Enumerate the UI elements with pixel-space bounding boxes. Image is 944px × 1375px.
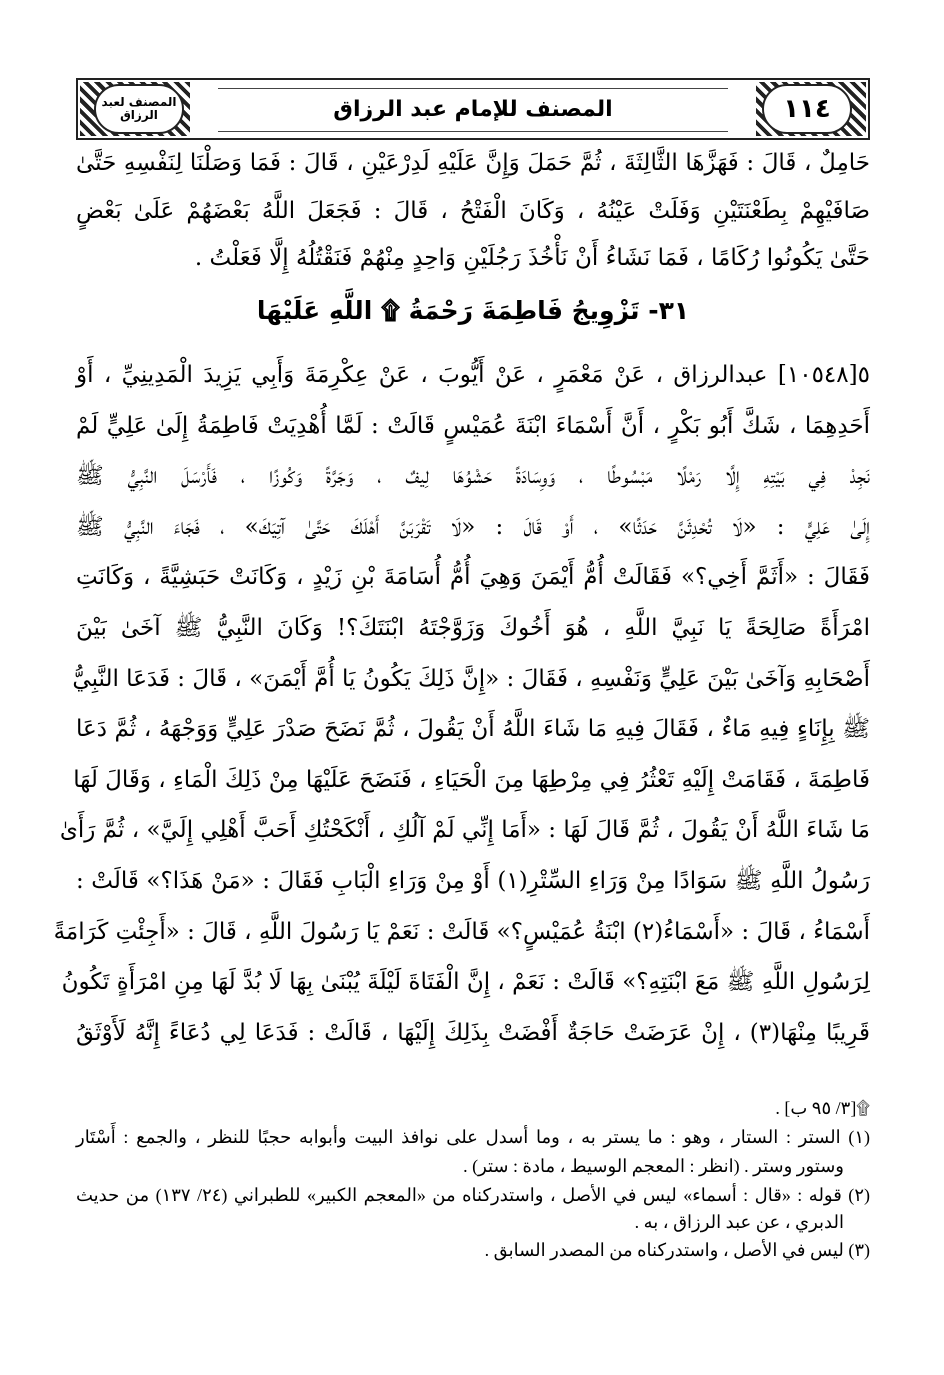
book-logo — [94, 84, 184, 134]
text-line: ﷺ بِإِنَاءٍ فِيهِ مَاءٌ ، فَقَالَ فِيهِ مَا شَاءَ اللَّهُ أَنْ يَقُولَ ، ثُمَّ نَضَحَ صَدْرَ عَلِيٍّ وَوَجْهَهُ ، ثُمَّ دَعَا — [76, 716, 870, 742]
text-line: فَاطِمَةَ ، فَقَامَتْ إِلَيْهِ تَعْثُرُ فِي مِرْطِهَا مِنَ الْحَيَاءِ ، فَنَضَحَ عَلَيْهَا مِنْ ذَلِكَ الْمَاءِ ، وَقَالَ لَهَا — [73, 767, 870, 793]
footnote-3: (٣) ليس في الأصل ، واستدركناه من المصدر السابق . — [484, 1240, 870, 1260]
text-line: امْرَأَةً صَالِحَةً يَا نَبِيَّ اللَّهِ ، هُوَ أَخُوكَ وَزَوَّجْتَهُ ابْنَتَكَ؟! وَكَانَ النَّبِيُّ ﷺ آخَىٰ بَيْنَ — [76, 615, 870, 641]
folio-marker: ۩[٣/ ٩٥ ب] . — [775, 1098, 870, 1118]
text-line: حَامِلٌ ، قَالَ : فَهَزَّهَا الثَّالِثَةَ ، ثُمَّ حَمَلَ وَإِنَّ عَلَيْهِ لَدِرْعَيْنِ ، قَالَ : فَمَا وَصَلْنَا لِنَفْسِهِ حَتَّىٰ — [76, 150, 870, 176]
text-line: أَحَدِهِمَا ، شَكَّ أَبُو بَكْرٍ ، أَنَّ أَسْمَاءَ ابْنَةَ عُمَيْسٍ قَالَتْ : لَمَّا أُهْدِيَتْ فَاطِمَةُ إِلَىٰ عَلِيٍّ لَمْ — [76, 413, 870, 439]
footnote-1-cont: وستور وستر . (انظر : المعجم الوسيط ، مادة : ستر) . — [463, 1156, 844, 1176]
footnote-2-cont: الدبري ، عن عبد الرزاق ، به . — [634, 1212, 844, 1232]
text-line: صَافَيْهِمْ بِطَعْنَتَيْنِ وَفَلَتْ عَيْنُهُ ، وَكَانَ الْفَتْحُ ، قَالَ : فَجَعَلَ اللَّهُ بَعْضَهُمْ عَلَىٰ بَعْضٍ — [76, 198, 870, 224]
text-line: قَرِيبًا مِنْهَا(٣) ، إِنْ عَرَضَتْ حَاجَةٌ أَفْضَتْ بِذَلِكَ إِلَيْهَا ، قَالَتْ : فَدَعَا لِي دُعَاءً إِنَّهُ لَأَوْثَقُ — [76, 1020, 870, 1046]
page-number: ١١٤ — [783, 94, 831, 124]
footnote-2: (٢) قوله : «قال : أسماء» ليس في الأصل ، واستدركناه من «المعجم الكبير» للطبراني (٢٤/ ١٣٧) من حديث — [76, 1185, 870, 1205]
text-line: إِلَىٰ عَلِيٍّ : «لَا تُحْدِثَنَّ حَدَثًا» ، أَوْ قَالَ : «لَا تَقْرَبَنَّ أَهْلَكَ حَتَّىٰ آتِيَكَ» ، فَجَاءَ النَّبِيُّ ﷺ — [76, 514, 870, 540]
logo-text: المصنف لعبد الرزاق — [101, 95, 177, 122]
running-title: المصنف للإمام عبد الرزاق — [218, 88, 728, 132]
page-number-medallion — [762, 84, 852, 134]
text-line: رَسُولُ اللَّهِ ﷺ سَوَادًا مِنْ وَرَاءِ السِّتْرِ(١) أَوْ مِنْ وَرَاءِ الْبَابِ فَقَالَ : «مَنْ هَذَا؟» قَالَتْ : — [76, 868, 870, 894]
text-line: أَسْمَاءُ ، قَالَ : «أَسْمَاءُ(٢) ابْنَةُ عُمَيْسٍ؟» قَالَتْ : نَعَمْ يَا رَسُولَ اللَّهِ ، قَالَ : «أَجِئْتِ كَرَامَةً — [53, 919, 870, 945]
text-line: لِرَسُولِ اللَّهِ ﷺ مَعَ ابْنَتِهِ؟» قَالَتْ : نَعَمْ ، إِنَّ الْفَتَاةَ لَيْلَةَ يُبْنَىٰ بِهَا لَا بُدَّ لَهَا مِنِ امْرَأَةٍ تَكُونُ — [61, 969, 870, 995]
text-line: ٥[١٠٥٤٨] عبدالرزاق ، عَنْ مَعْمَرٍ ، عَنْ أَيُّوبَ ، عَنْ عِكْرِمَةَ وَأَبِي يَزِيدَ الْمَدِينِيِّ ، أَوْ — [76, 362, 870, 388]
text-line: فَقَالَ : «أَثَمَّ أَخِي؟» فَقَالَتْ أُمُّ أَيْمَنَ وَهِيَ أُمُّ أُسَامَةَ بْنِ زَيْدٍ ، وَكَانَتْ حَبَشِيَّةً ، وَكَانَتِ — [76, 564, 870, 590]
chapter-heading: ٣١- تَزْوِيجُ فَاطِمَةَ رَحْمَةُ ۩ اللَّهِ عَلَيْهَا — [256, 296, 690, 325]
text-line: مَا شَاءَ اللَّهُ أَنْ يَقُولَ ، ثُمَّ قَالَ لَهَا : «أَمَا إِنِّي لَمْ آلُكِ ، أَنْكَحْتُكِ أَحَبَّ أَهْلِي إِلَيَّ» ، ثُمَّ رَأَىٰ — [59, 817, 870, 843]
page-header — [76, 78, 870, 140]
text-line: نَجِدْ فِي بَيْتِهِ إِلَّا رَمْلًا مَبْسُوطًا ، وَوِسَادَةً حَشْوُهَا لِيفٌ ، وَجَرَّةً وَكُوزًا ، فَأَرْسَلَ النَّبِيُّ ﷺ — [76, 463, 870, 489]
text-line: حَتَّىٰ يَكُونُوا رُكَامًا ، فَمَا نَشَاءُ أَنْ نَأْخُذَ رَجُلَيْنِ وَاحِدٍ مِنْهُمْ فَنَقْتُلُهُ إِلَّا فَعَلْتُ . — [194, 245, 870, 271]
footnote-1: (١) الستر : الستار ، وهو : ما يستر به ، وما أسدل على نوافذ البيت وأبوابه حجبًا للنظر ، والجمع : أَسْتَار — [76, 1127, 870, 1147]
text-line: أَصْحَابِهِ وَآخَىٰ بَيْنَ عَلِيٍّ وَنَفْسِهِ ، فَقَالَ : «إِنَّ ذَلِكَ يَكُونُ يَا أُمَّ أَيْمَنَ» ، قَالَ : فَدَعَا النَّبِيُّ — [72, 666, 870, 692]
